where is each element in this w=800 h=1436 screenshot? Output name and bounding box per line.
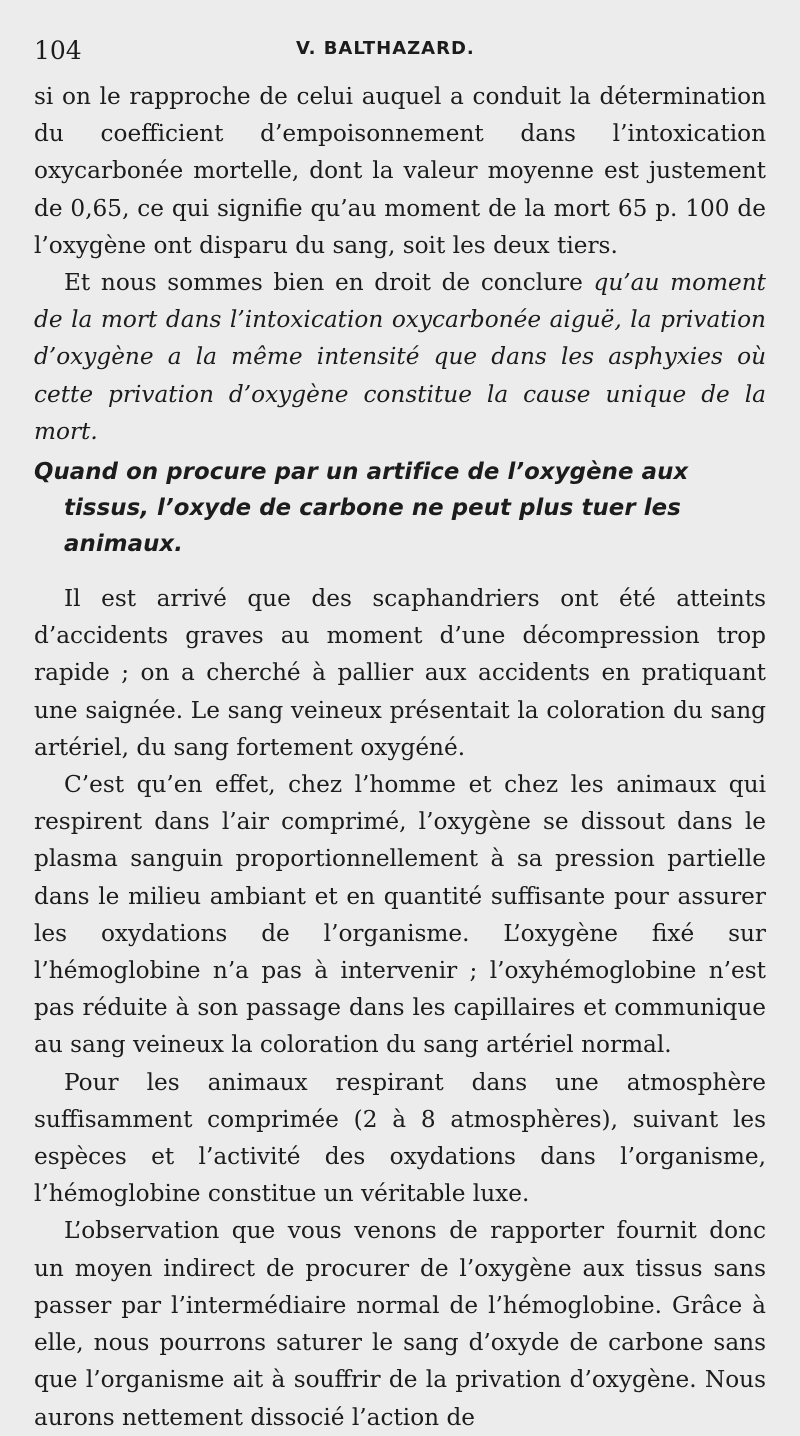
paragraph-conclusion (34, 264, 766, 450)
paragraph-observation: L’observation que vous venons de rapporter fournit donc un moyen indirect de procurer de l’oxygène aux tissus sans passer par l’intermédiaire normal de l’hémoglobine. Grâce à elle, nous pourrons saturer le sang d’oxyde de carbone sans que l’organisme ait à souffrir de la privation d’oxygène. Nous aurons nettement dissocié l’action de (34, 1217, 766, 1431)
conclusion-lead: Et nous sommes bien en droit de conclure (64, 269, 594, 297)
paragraph-air-comprime: C’est qu’en effet, chez l’homme et chez les animaux qui respirent dans l’air comprimé, l’oxygène se dissout dans le plasma sanguin proportionnellement à sa pression partielle dans le milieu ambiant et en quantité suffisante pour assurer les oxydations de l’organisme. L’oxygène fixé sur l’hémoglobine n’a pas à intervenir ; l’oxyhémoglobine n’est pas réduite à son passage dans les capillaires et communique au sang veineux la coloration du sang artériel normal. (34, 771, 766, 1059)
paragraph-scaphandriers: Il est arrivé que des scaphandriers ont été atteints d’accidents graves au moment d’une décompression trop rapide ; on a cherché à pallier aux accidents en pratiquant une saignée. Le sang veineux présentait la coloration du sang artériel, du sang fortement oxygéné. (34, 585, 766, 761)
page-number: 104 (34, 36, 82, 65)
section-heading: Quand on procure par un artifice de l’oxygène aux tissus, l’oxyde de carbone ne peut plus tuer les animaux. (34, 459, 689, 558)
paragraph-animaux: Pour les animaux respirant dans une atmosphère suffisamment comprimée (2 à 8 atmosphères), suivant les espèces et l’activité des oxydations dans l’organisme, l’hémoglobine constitue un véritable luxe. (34, 1068, 766, 1208)
page-body (34, 78, 766, 1436)
conclusion-italic: qu’au moment de la mort dans l’intoxication oxycarbonée aiguë, la privation d’oxygène a la même intensité que dans les asphyxies où cette privation d’oxygène constitue la cause unique de la mort. (34, 269, 766, 445)
paragraph-continued: si on le rapproche de celui auquel a conduit la détermination du coefficient d’empoisonnement dans l’intoxication oxycarbonée mortelle, dont la valeur moyenne est justement de 0,65, ce qui signifie qu’au moment de la mort 65 p. 100 de l’oxygène ont disparu du sang, soit les deux tiers. (34, 83, 766, 259)
page-header (34, 36, 766, 70)
running-head: V. BALTHAZARD. (296, 38, 475, 59)
